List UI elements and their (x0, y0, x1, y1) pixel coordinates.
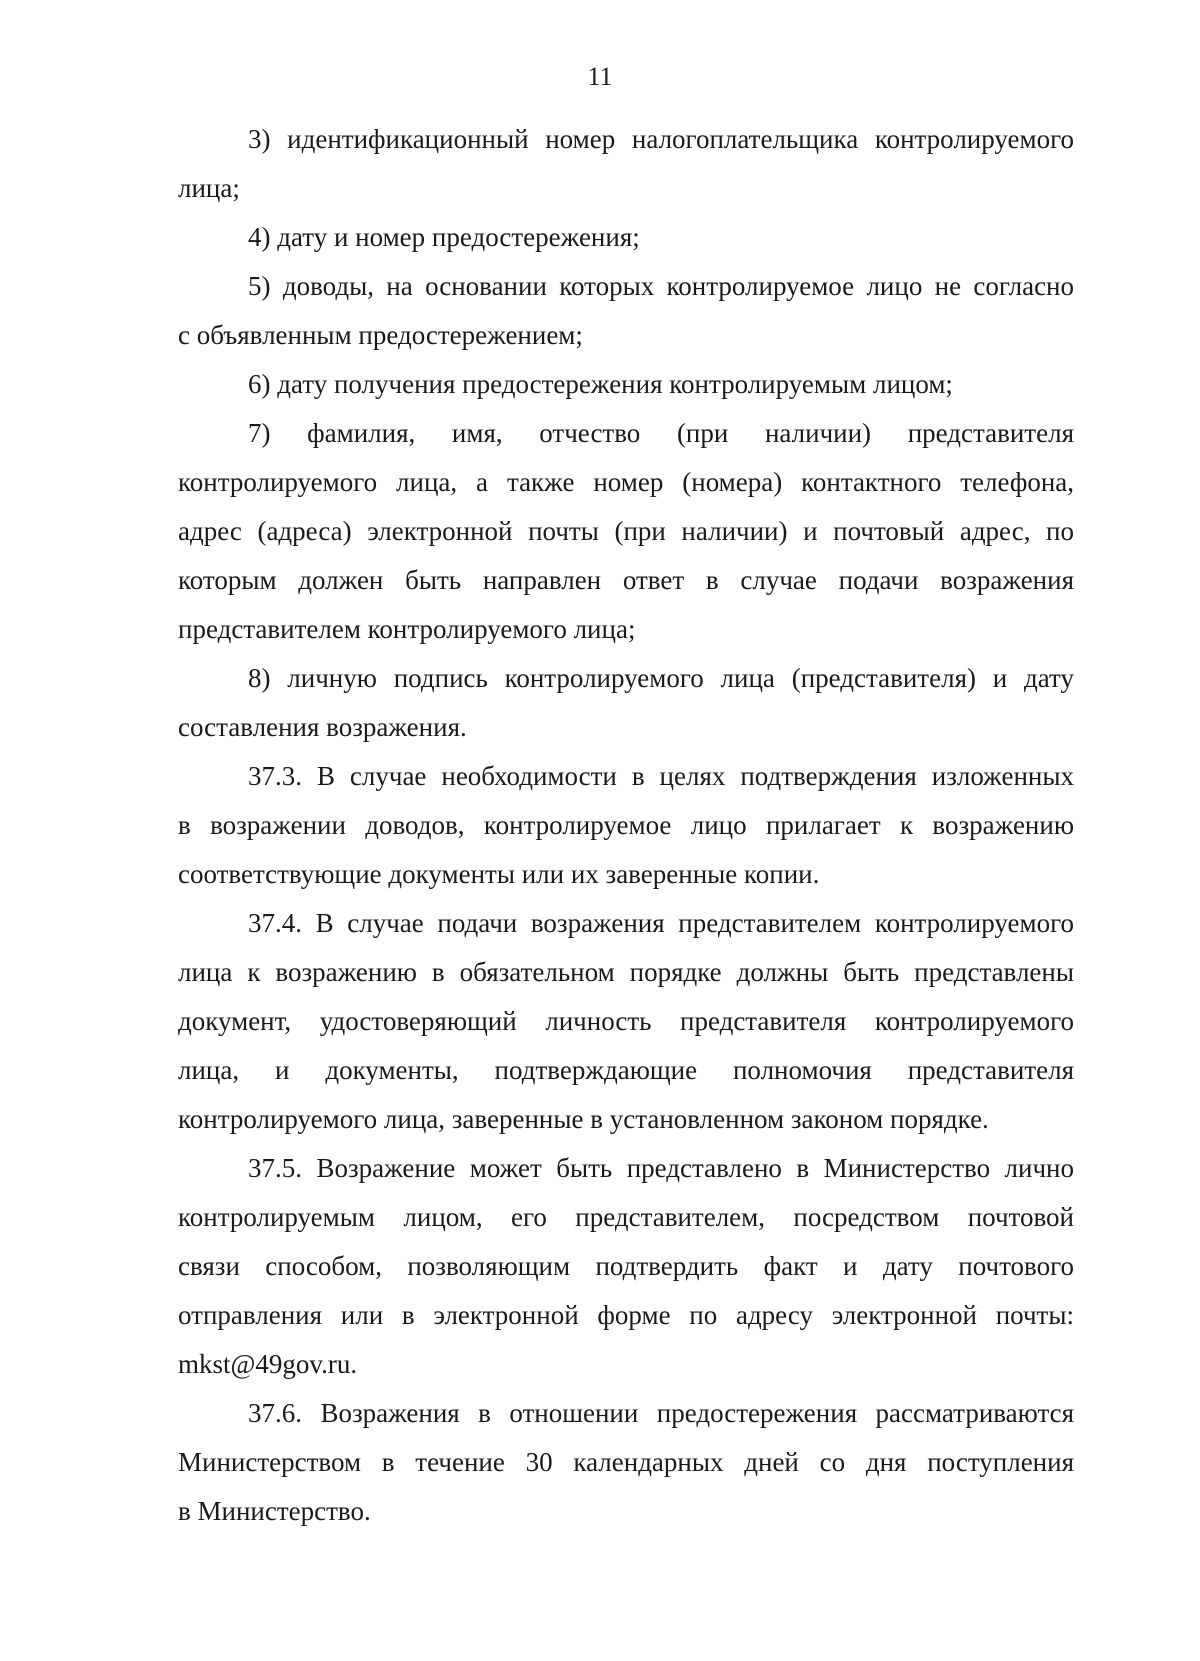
text-line: лица; (178, 173, 240, 203)
text-line: составления возражения. (178, 712, 467, 742)
page-number: 11 (587, 62, 613, 91)
paragraph (178, 213, 1074, 262)
text-line: mkst@49gov.ru. (178, 1349, 358, 1379)
text-line: представителем контролируемого лица; (178, 614, 636, 644)
text-line: контролируемого лица, а также номер (номера) контактного телефона, (178, 467, 1074, 497)
text-line: 37.4. В случае подачи возражения представителем контролируемого (248, 908, 1074, 938)
text-line: 5) доводы, на основании которых контролируемое лицо не согласно (248, 271, 1074, 301)
document-body (178, 115, 1074, 1536)
text-line: лица, и документы, подтверждающие полномочия представителя (178, 1055, 1074, 1085)
text-line: соответствующие документы или их заверенные копии. (178, 859, 820, 889)
text-line: в возражении доводов, контролируемое лицо прилагает к возражению (178, 810, 1074, 840)
text-line: с объявленным предостережением; (178, 320, 583, 350)
paragraph (178, 1144, 1074, 1389)
text-line: связи способом, позволяющим подтвердить факт и дату почтового (178, 1251, 1074, 1281)
text-line: контролируемым лицом, его представителем, посредством почтовой (178, 1202, 1074, 1232)
text-line: Министерством в течение 30 календарных дней со дня поступления (178, 1447, 1074, 1477)
text-line: контролируемого лица, заверенные в установленном законом порядке. (178, 1104, 989, 1134)
text-line: 6) дату получения предостережения контролируемым лицом; (248, 369, 953, 399)
text-line: в Министерство. (178, 1496, 371, 1526)
text-line: документ, удостоверяющий личность представителя контролируемого (178, 1006, 1074, 1036)
text-line: 37.5. Возражение может быть представлено в Министерство лично (248, 1153, 1074, 1183)
paragraph (178, 899, 1074, 1144)
text-line: адрес (адреса) электронной почты (при наличии) и почтовый адрес, по (178, 516, 1074, 546)
paragraph (178, 409, 1074, 654)
paragraph (178, 360, 1074, 409)
paragraph (178, 752, 1074, 899)
text-line: 7) фамилия, имя, отчество (при наличии) представителя (248, 418, 1074, 448)
text-line: 37.3. В случае необходимости в целях подтверждения изложенных (248, 761, 1074, 791)
paragraph (178, 1389, 1074, 1536)
text-line: лица к возражению в обязательном порядке должны быть представлены (178, 957, 1074, 987)
text-line: 8) личную подпись контролируемого лица (представителя) и дату (248, 663, 1074, 693)
text-line: 4) дату и номер предостережения; (248, 222, 640, 252)
paragraph (178, 262, 1074, 360)
text-line: 3) идентификационный номер налогоплательщика контролируемого (248, 124, 1074, 154)
text-line: которым должен быть направлен ответ в случае подачи возражения (178, 565, 1074, 595)
text-line: 37.6. Возражения в отношении предостережения рассматриваются (248, 1398, 1074, 1428)
paragraph (178, 654, 1074, 752)
paragraph (178, 115, 1074, 213)
text-line: отправления или в электронной форме по адресу электронной почты: (178, 1300, 1074, 1330)
